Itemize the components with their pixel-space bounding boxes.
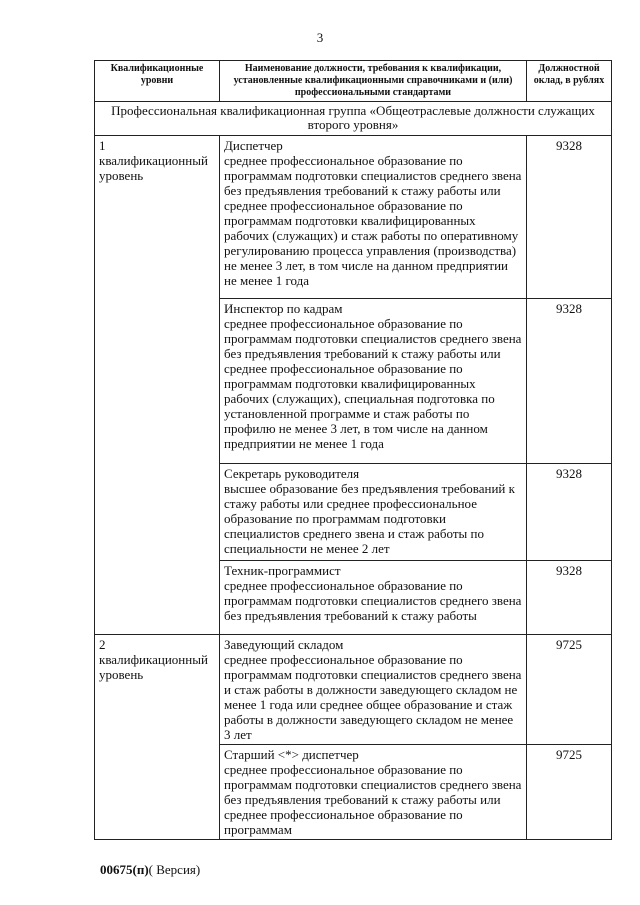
position-description <box>220 299 527 464</box>
page-number: 3 <box>316 30 324 45</box>
position-description <box>220 136 527 299</box>
footer-document-code <box>100 862 200 878</box>
footer-code: 00675(п) <box>100 862 149 877</box>
level-1-label: 1 квалификационный уровень <box>95 136 220 635</box>
group-title: Профессиональная квалификационная группа «Общеотраслевые должности служащих второго уровня» <box>95 102 612 136</box>
table-header-row <box>95 61 612 102</box>
position-description <box>220 745 527 840</box>
header-salary: Должностной оклад, в рублях <box>527 61 612 102</box>
position-requirements: среднее профессиональное образование по программам подготовки специалистов среднего звена без предъявления требований к стажу работы <box>224 578 522 623</box>
position-title: Старший <*> диспетчер <box>224 747 359 762</box>
group-row <box>95 102 612 136</box>
position-title: Инспектор по кадрам <box>224 301 343 316</box>
level-2-label: 2 квалификационный уровень <box>95 635 220 840</box>
position-requirements: среднее профессиональное образование по программам подготовки специалистов среднего звена и стаж работы в должности заведующего складом не менее 1 года или среднее общее образование и стаж работы в должности заведующего складом не менее 3 лет <box>224 652 522 742</box>
position-description <box>220 635 527 745</box>
position-title: Техник-программист <box>224 563 341 578</box>
position-requirements: среднее профессиональное образование по программам подготовки специалистов среднего звена без предъявления требований к стажу работы или среднее профессиональное образование по программам подготовки квалифицированных рабочих (служащих) и стаж работы по оперативному регулированию процесса управления (производства) не менее 3 лет, в том числе на данном предприятии не менее 1 года <box>224 153 522 288</box>
position-salary: 9725 <box>527 635 612 745</box>
position-salary: 9328 <box>527 561 612 635</box>
position-salary: 9725 <box>527 745 612 840</box>
position-requirements: среднее профессиональное образование по программам подготовки специалистов среднего звена без предъявления требований к стажу работы или среднее профессиональное образование по программам <box>224 762 522 837</box>
header-position-requirements: Наименование должности, требования к квалификации, установленные квалификационными справочниками и (или) профессиональными стандартами <box>220 61 527 102</box>
qualification-table <box>94 60 612 840</box>
position-description <box>220 464 527 561</box>
position-salary: 9328 <box>527 136 612 299</box>
header-qualification-levels: Квалификационные уровни <box>95 61 220 102</box>
position-title: Диспетчер <box>224 138 283 153</box>
position-salary: 9328 <box>527 299 612 464</box>
table-row <box>95 136 612 299</box>
position-requirements: среднее профессиональное образование по программам подготовки специалистов среднего звена без предъявления требований к стажу работы или среднее профессиональное образование по программам подготовки квалифицированных рабочих (служащих), специальная подготовка по установленной программе и стаж работы по профилю не менее 3 лет, в том числе на данном предприятии не менее 1 года <box>224 316 522 451</box>
position-title: Заведующий складом <box>224 637 344 652</box>
footer-version: ( Версия) <box>148 862 201 877</box>
position-salary: 9328 <box>527 464 612 561</box>
table-row <box>95 635 612 745</box>
position-title: Секретарь руководителя <box>224 466 360 481</box>
position-description <box>220 561 527 635</box>
position-requirements: высшее образование без предъявления требований к стажу работы или среднее профессиональное образование по программам подготовки специалистов среднего звена и стаж работы по специальности не менее 2 лет <box>224 481 515 556</box>
